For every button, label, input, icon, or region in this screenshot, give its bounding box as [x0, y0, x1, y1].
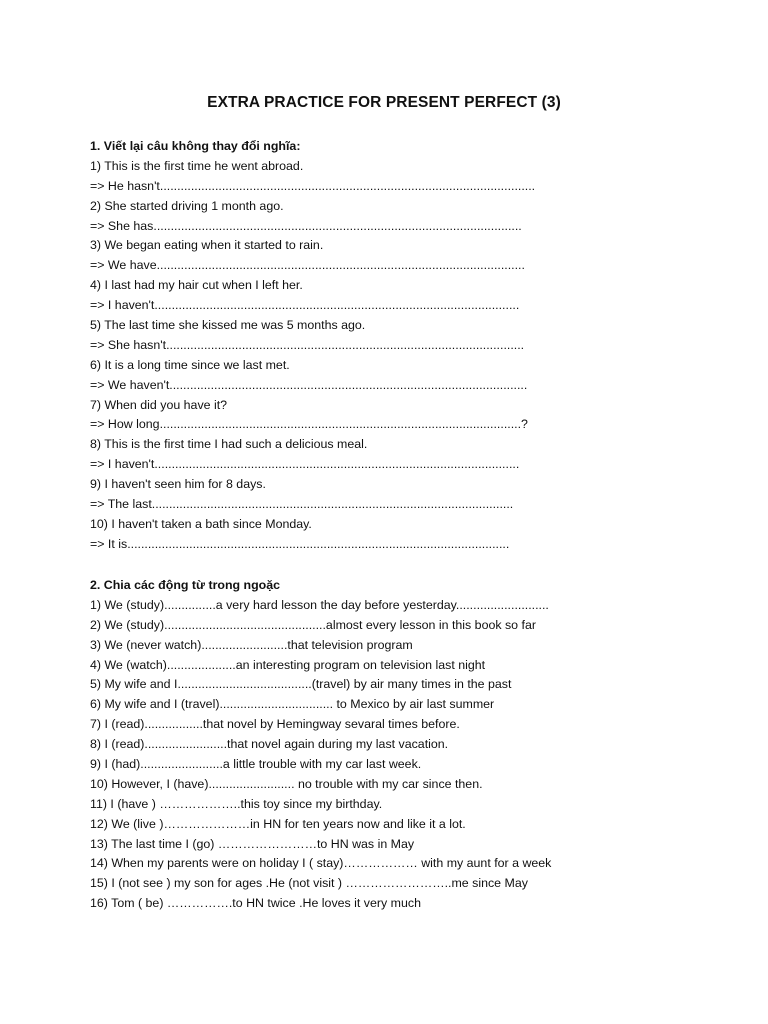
answer-line: => How long.........................................................................................................?: [90, 417, 528, 432]
exercise-line: 10) However, I (have)......................... no trouble with my car since then.: [90, 776, 483, 791]
exercise-line: 3) We (never watch).........................that television program: [90, 637, 413, 652]
exercise-line: 11) I (have ) ………………..this toy since my birthday.: [90, 796, 383, 811]
exercise-line: 8) I (read)........................that novel again during my last vacation.: [90, 737, 449, 752]
exercise-line: 1) We (study)...............a very hard lesson the day before yesterday...........................: [90, 597, 549, 612]
exercise-line: 7) I (read).................that novel by Hemingway sevaral times before.: [90, 717, 460, 732]
answer-line: => I haven't..........................................................................................................: [90, 298, 520, 313]
exercise-line: 13) The last time I (go) ……………………to HN was in May: [90, 836, 415, 851]
exercise-line: 6) My wife and I (travel)................................. to Mexico by air last summer: [90, 697, 495, 712]
exercise-line: 14) When my parents were on holiday I ( stay)……………… with my aunt for a week: [90, 856, 552, 871]
answer-line: => She has...........................................................................................................: [90, 218, 522, 233]
exercise-line: 1) This is the first time he went abroad.: [90, 158, 304, 173]
answer-line: => He hasn't.............................................................................................................: [90, 178, 536, 193]
exercise-line: 9) I haven't seen him for 8 days.: [90, 477, 266, 492]
section-verb-forms: [90, 576, 730, 914]
answer-line: => The last.........................................................................................................: [90, 497, 514, 512]
exercise-line: 2) She started driving 1 month ago.: [90, 198, 284, 213]
exercise-line: 4) I last had my hair cut when I left her.: [90, 278, 303, 293]
exercise-line: 9) I (had)........................a little trouble with my car last week.: [90, 757, 422, 772]
exercise-line: 8) This is the first time I had such a delicious meal.: [90, 437, 368, 452]
exercise-line: 5) My wife and I.......................................(travel) by air many times in the past: [90, 677, 512, 692]
answer-line: => I haven't..........................................................................................................: [90, 457, 520, 472]
answer-line: => We have...........................................................................................................: [90, 258, 525, 273]
section-heading: 1. Viết lại câu không thay đổi nghĩa:: [90, 139, 301, 153]
section-heading: 2. Chia các động từ trong ngoặc: [90, 578, 281, 592]
exercise-line: 2) We (study)...............................................almost every lesson in this book so far: [90, 617, 536, 632]
section-rewrite: [90, 137, 730, 575]
exercise-line: 5) The last time she kissed me was 5 months ago.: [90, 318, 366, 333]
exercise-line: [90, 555, 730, 575]
exercise-line: 3) We began eating when it started to rain.: [90, 238, 324, 253]
document-title: EXTRA PRACTICE FOR PRESENT PERFECT (3): [207, 94, 561, 111]
answer-line: => It is...............................................................................................................: [90, 536, 510, 551]
exercise-line: 10) I haven't taken a bath since Monday.: [90, 516, 312, 531]
exercise-line: 6) It is a long time since we last met.: [90, 357, 290, 372]
exercise-line: 15) I (not see ) my son for ages .He (not visit ) ……………………..me since May: [90, 876, 528, 891]
exercise-line: 16) Tom ( be) …………….to HN twice .He loves it very much: [90, 896, 421, 911]
exercise-line: 7) When did you have it?: [90, 397, 228, 412]
exercise-line: 4) We (watch)....................an interesting program on television last night: [90, 657, 486, 672]
answer-line: => We haven't........................................................................................................: [90, 377, 528, 392]
answer-line: => She hasn't........................................................................................................: [90, 337, 525, 352]
exercise-line: 12) We (live )…………………in HN for ten years now and like it a lot.: [90, 816, 466, 831]
